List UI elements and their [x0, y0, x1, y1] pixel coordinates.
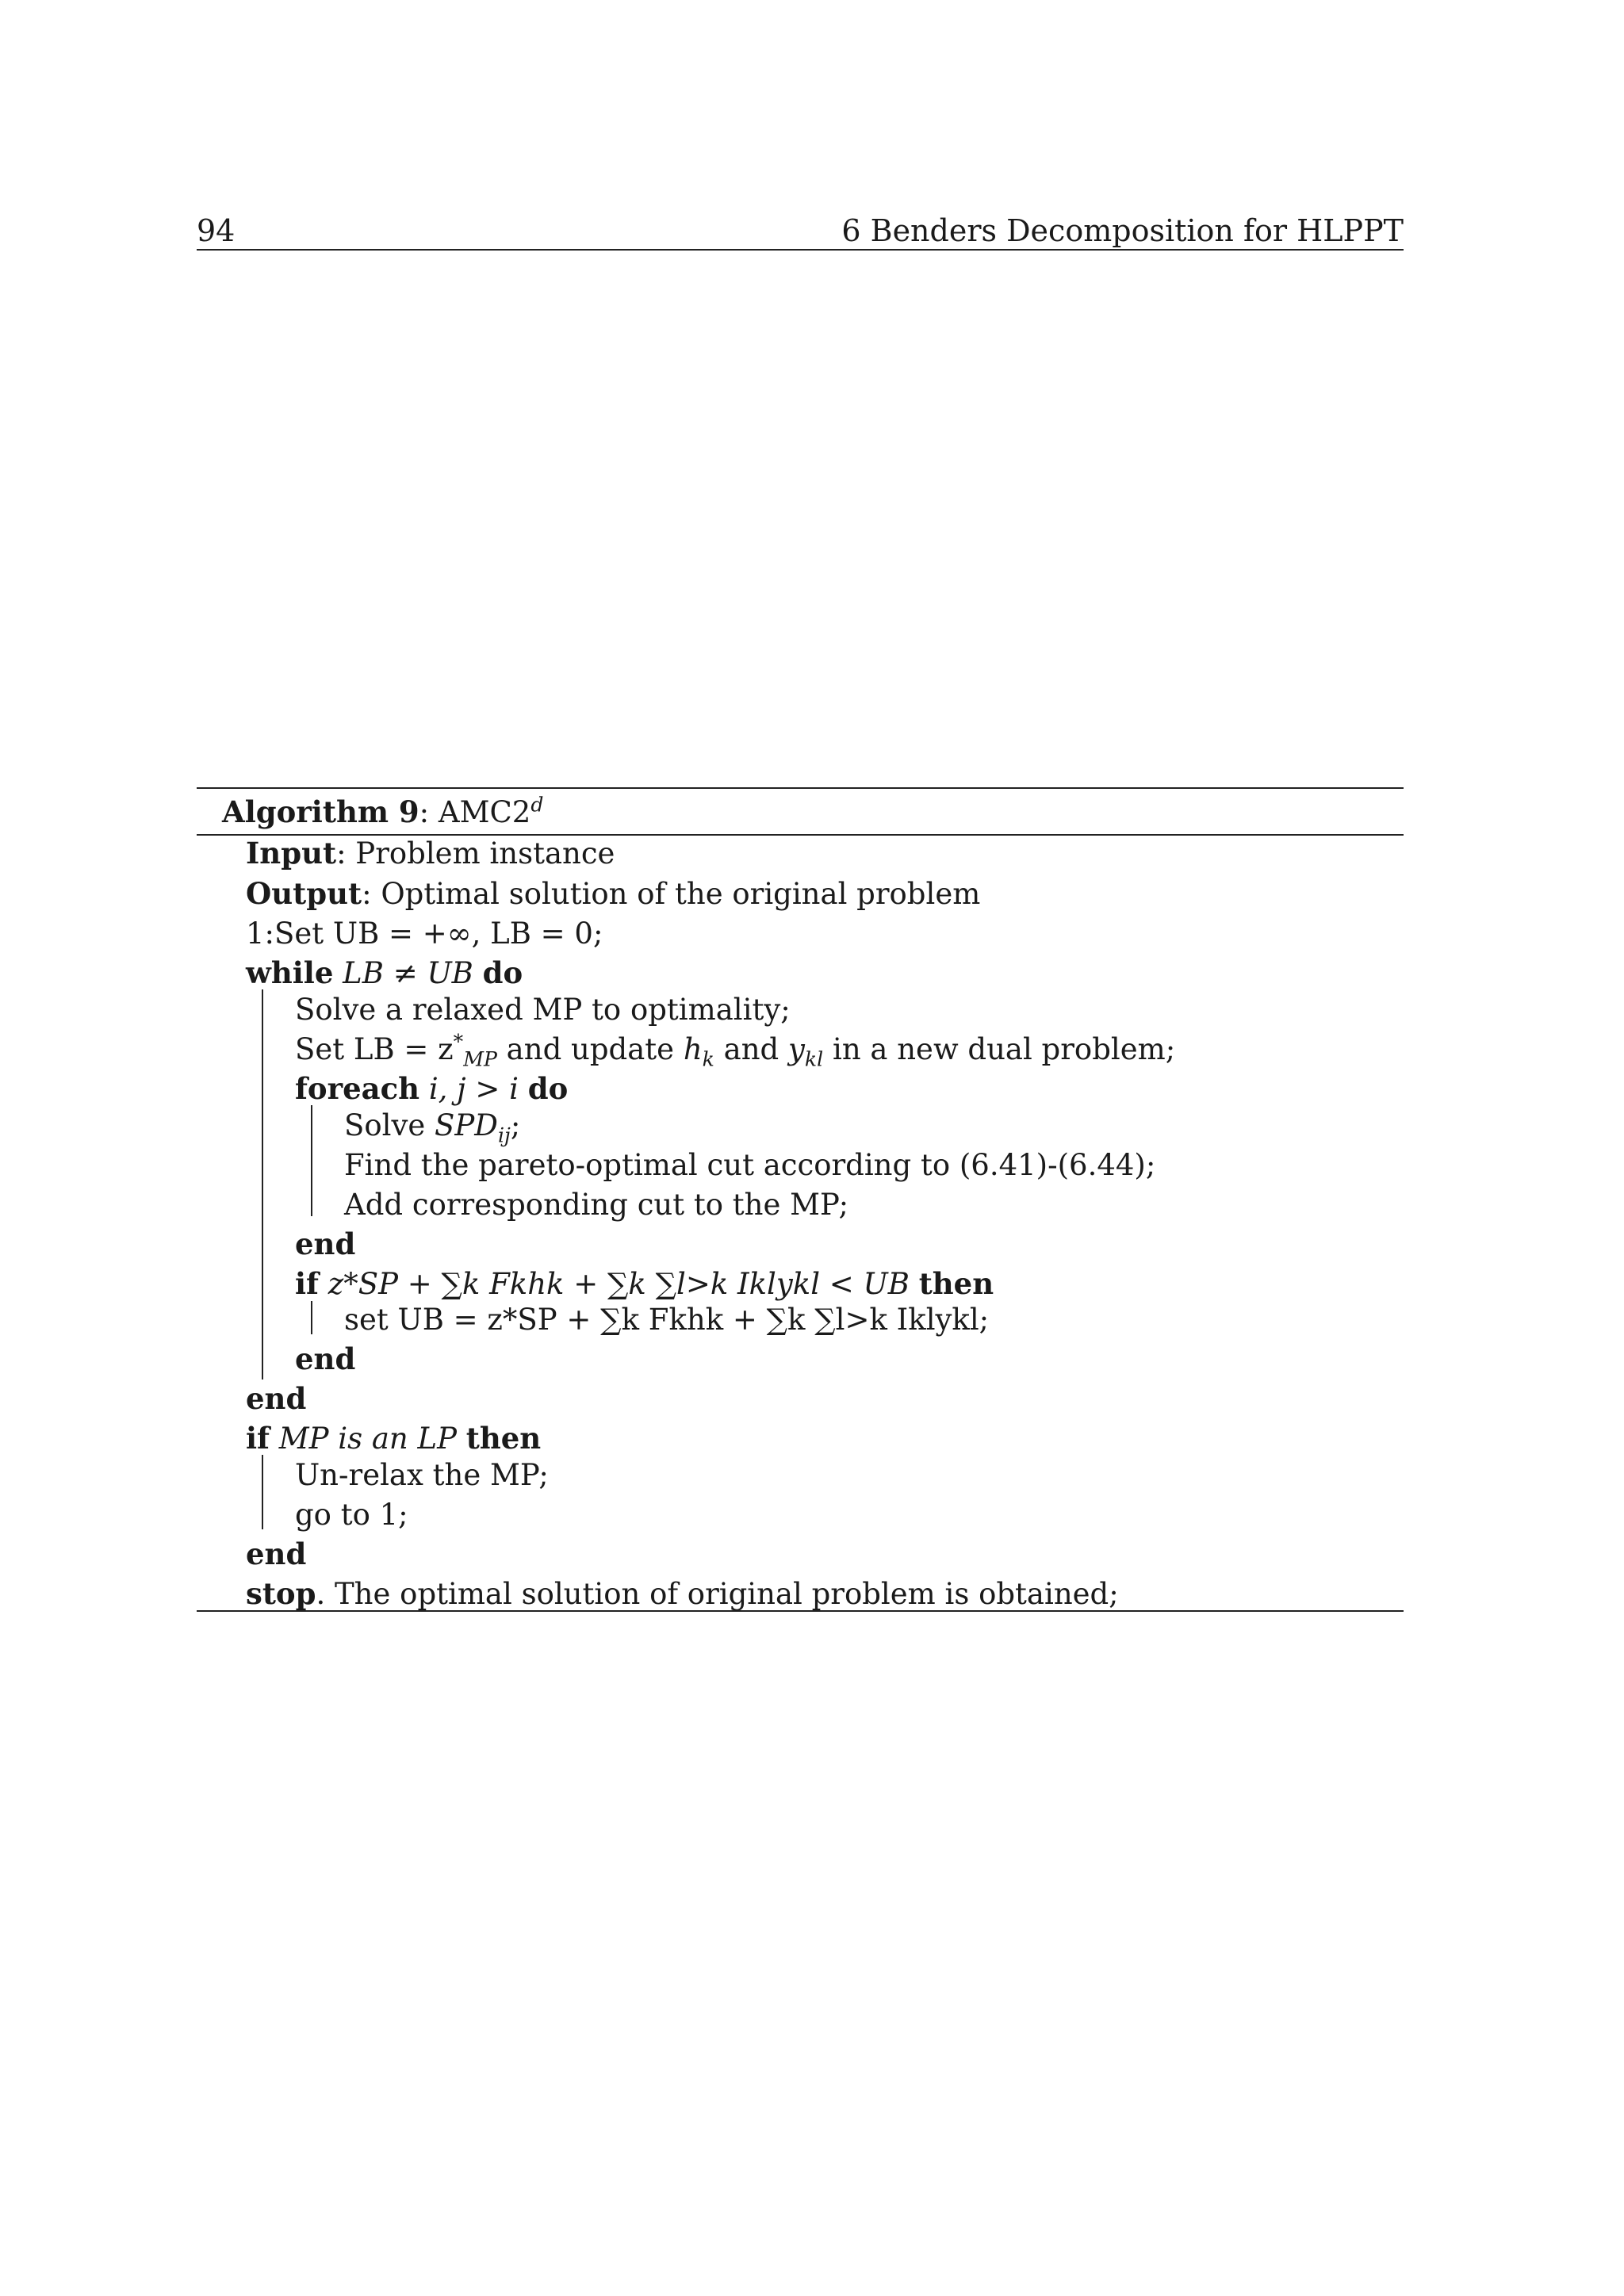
chapter-title: 6 Benders Decomposition for HLPPT: [841, 213, 1404, 248]
solve-mp-line: Solve a relaxed MP to optimality;: [295, 993, 791, 1027]
if2-condition: MP is an LP: [278, 1422, 457, 1456]
foreach-line: [295, 1071, 569, 1106]
caption-sup: d: [530, 793, 544, 817]
solve-spd-symbol: SPD: [435, 1108, 498, 1142]
algorithm-caption-rule: [197, 834, 1404, 836]
if2-block-bar: [262, 1455, 263, 1529]
do-keyword: do: [482, 955, 523, 990]
solve-spd-text: Solve: [344, 1108, 435, 1142]
algorithm-top-rule: [197, 787, 1404, 789]
output-text: : Optimal solution of the original problem: [362, 877, 981, 911]
stop-line: [246, 1576, 1119, 1611]
foreach-block-bar: [311, 1105, 312, 1216]
then-keyword: then: [918, 1266, 994, 1301]
if2-end: end: [246, 1536, 307, 1571]
set-lb-tail: in a new dual problem;: [823, 1032, 1176, 1066]
unrelax-line: Un-relax the MP;: [295, 1458, 549, 1492]
caption-name: AMC2: [438, 795, 531, 829]
set-ub-line: set UB = z*SP + ∑k Fkhk + ∑k ∑l>k Iklykl;: [344, 1303, 990, 1337]
foreach-condition: i, j > i: [428, 1072, 519, 1106]
add-cut-line: Add corresponding cut to the MP;: [344, 1188, 849, 1222]
step-1-line: 1:Set UB = +∞, LB = 0;: [246, 916, 603, 951]
running-header: [197, 205, 1404, 251]
set-lb-y: y: [788, 1032, 805, 1066]
set-lb-text: Set LB = z: [295, 1032, 454, 1066]
while-block-bar: [262, 989, 263, 1380]
set-lb-line: [295, 1030, 1176, 1071]
solve-spd-semicolon: ;: [510, 1108, 521, 1142]
while-condition: LB ≠ UB: [343, 956, 473, 990]
find-cut-line: Find the pareto-optimal cut according to (6.41)-(6.44);: [344, 1148, 1156, 1182]
output-line: [246, 876, 981, 911]
stop-text: . The optimal solution of original problem is obtained;: [316, 1577, 1119, 1611]
caption-label: Algorithm 9: [222, 794, 419, 829]
foreach-keyword: foreach: [295, 1071, 420, 1106]
page-number: 94: [197, 213, 236, 248]
if2-then-keyword: then: [465, 1421, 542, 1456]
goto-line: go to 1;: [295, 1498, 408, 1532]
set-lb-y-sub: kl: [804, 1047, 824, 1071]
set-lb-h: h: [683, 1032, 703, 1066]
stop-keyword: stop: [246, 1576, 316, 1611]
foreach-do-keyword: do: [527, 1071, 569, 1106]
input-text: : Problem instance: [336, 836, 615, 871]
if-keyword: if: [295, 1266, 319, 1301]
if2-line: [246, 1421, 542, 1456]
if2-keyword: if: [246, 1421, 270, 1456]
while-end: end: [246, 1381, 307, 1416]
algorithm-caption: Algorithm 9: AMC2$^d$: [222, 793, 544, 829]
solve-spd-line: [344, 1108, 521, 1147]
while-line: [246, 955, 523, 990]
if-line: [295, 1266, 994, 1301]
input-label: Input: [246, 836, 337, 871]
if-end: end: [295, 1341, 356, 1376]
set-lb-sub: MP: [463, 1047, 497, 1071]
set-lb-sup: *: [453, 1030, 464, 1054]
set-lb-and: and: [714, 1032, 789, 1066]
if-block-bar: [311, 1301, 312, 1334]
while-keyword: while: [246, 955, 334, 990]
solve-spd-sub: ij: [497, 1123, 511, 1147]
set-lb-update: and update: [496, 1032, 684, 1066]
input-line: [246, 836, 615, 871]
output-label: Output: [246, 876, 362, 911]
foreach-end: end: [295, 1226, 356, 1261]
if-expression: z*SP + ∑k Fkhk + ∑k ∑l>k Iklykl < UB: [327, 1267, 910, 1301]
set-lb-h-sub: k: [702, 1047, 714, 1071]
